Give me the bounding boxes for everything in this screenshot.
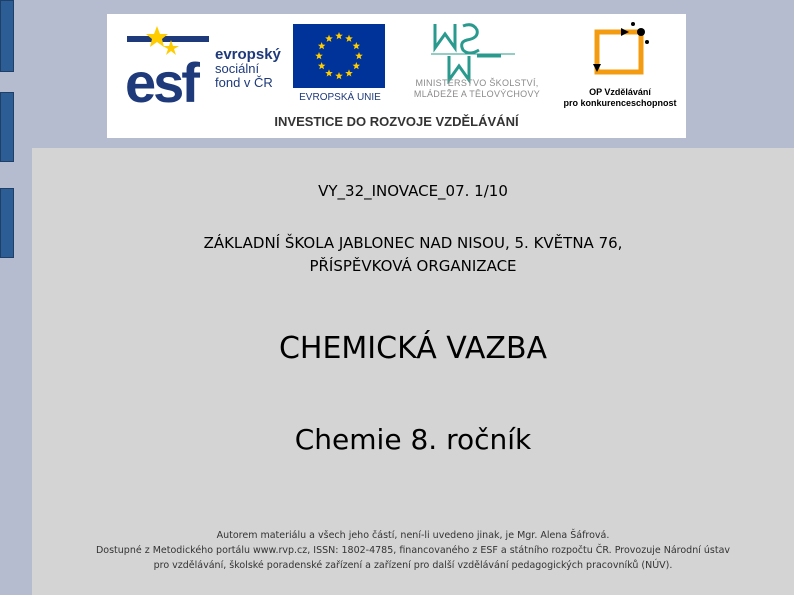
msmt-logo <box>429 20 519 84</box>
slide-thumbnail-tab-1[interactable] <box>0 0 14 72</box>
slide-subtitle: Chemie 8. ročník <box>294 423 532 456</box>
credits <box>32 528 794 573</box>
msmt-caption-line2: MLÁDEŽE A TĚLOVÝCHOVY <box>413 89 541 99</box>
material-code: VY_32_INOVACE_07. 1/10 <box>318 182 508 200</box>
investice-slogan: INVESTICE DO ROZVOJE VZDĚLÁVÁNÍ <box>274 114 519 129</box>
title-slide <box>32 148 794 595</box>
op-caption-line2: pro konkurenceschopnost <box>563 98 677 108</box>
credits-line1: Autorem materiálu a všech jeho částí, není-li uvedeno jinak, je Mgr. Alena Šáfrová. <box>216 530 610 541</box>
msmt-caption-line1: MINISTERSTVO ŠKOLSTVÍ, <box>415 78 539 88</box>
esf-caption <box>215 48 281 90</box>
msmt-caption <box>391 78 563 100</box>
slide-thumbnail-tab-3[interactable] <box>0 188 14 258</box>
slide-thumbnail-tab-2[interactable] <box>0 92 14 162</box>
school-name <box>32 232 794 278</box>
esf-logo-text: esf <box>125 51 197 108</box>
slide-title: CHEMICKÁ VAZBA <box>278 331 548 366</box>
credits-line3: pro vzdělávání, školské poradenské zařízení a zařízení pro další vzdělávání pedagogických pracovníků (NÚV). <box>153 560 673 571</box>
op-caption <box>561 87 679 109</box>
esf-caption-line3: fond v ČR <box>215 75 273 90</box>
esf-caption-line1: evropský <box>215 46 281 63</box>
eu-flag-icon <box>293 24 385 88</box>
op-caption-line1: OP Vzdělávání <box>589 87 651 97</box>
credits-line2: Dostupné z Metodického portálu www.rvp.cz, ISSN: 1802-4785, financovaného z ESF a státního rozpočtu ČR. Provozuje Národní ústav <box>95 545 731 556</box>
esf-caption-line2: sociální <box>215 61 260 76</box>
school-name-line2: PŘÍSPĚVKOVÁ ORGANIZACE <box>309 257 517 275</box>
sponsor-banner <box>107 14 686 138</box>
op-logo <box>585 20 657 86</box>
school-name-line1: ZÁKLADNÍ ŠKOLA JABLONEC NAD NISOU, 5. KVĚTNA 76, <box>203 234 623 252</box>
eu-label: EVROPSKÁ UNIE <box>299 92 381 103</box>
